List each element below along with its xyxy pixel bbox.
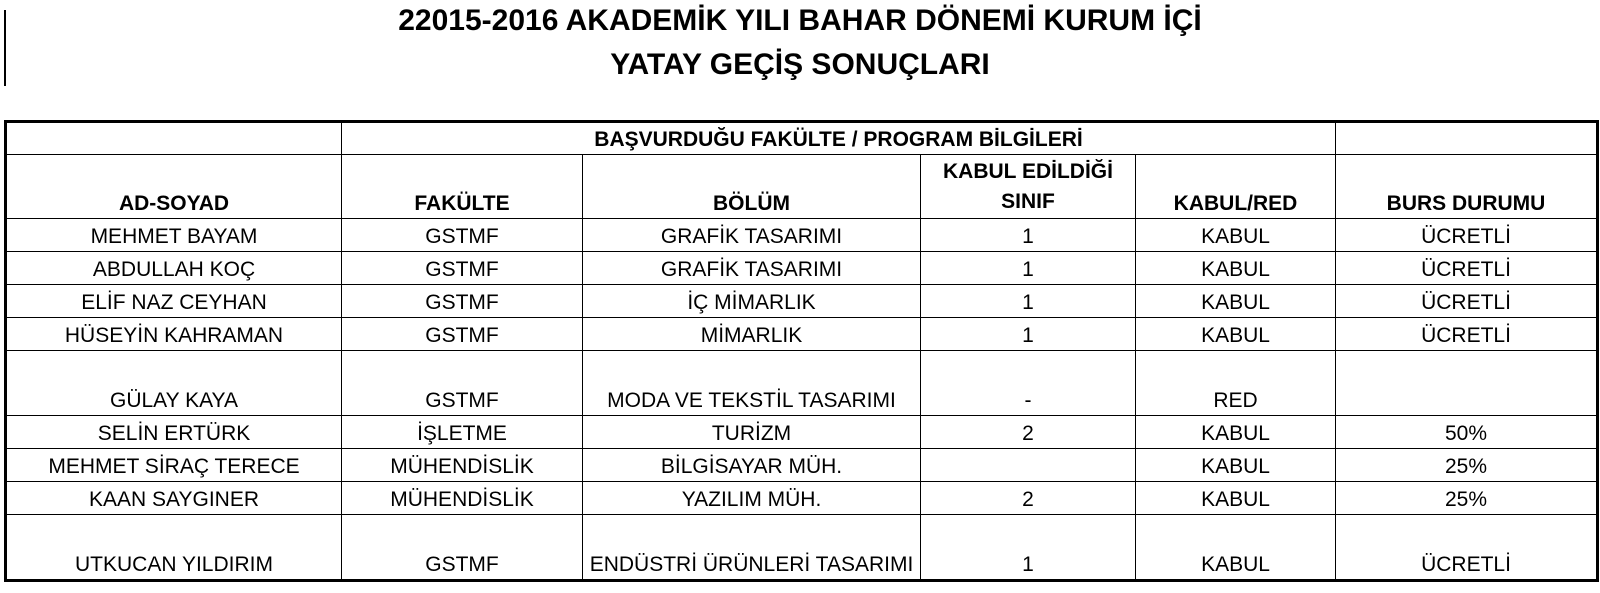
table-row (6, 252, 1598, 285)
cell-scholarship: ÜCRETLİ (1336, 285, 1598, 318)
cell-scholarship (1336, 351, 1598, 416)
cell-name: SELİN ERTÜRK (6, 416, 342, 449)
group-header-empty-cell (6, 122, 342, 155)
cell-scholarship: ÜCRETLİ (1336, 252, 1598, 285)
document-title: 22015-2016 AKADEMİK YILI BAHAR DÖNEMİ KURUM İÇİ (398, 4, 1202, 37)
cell-scholarship: ÜCRETLİ (1336, 515, 1598, 581)
cell-department: MODA VE TEKSTİL TASARIMI (583, 351, 921, 416)
cell-faculty: GSTMF (342, 318, 583, 351)
cell-class: 2 (921, 482, 1136, 515)
column-header-faculty: FAKÜLTE (342, 155, 583, 219)
cell-department: GRAFİK TASARIMI (583, 219, 921, 252)
cell-scholarship: 25% (1336, 449, 1598, 482)
cell-class: 1 (921, 252, 1136, 285)
results-table (4, 120, 1599, 582)
cell-decision: RED (1136, 351, 1336, 416)
cell-department: GRAFİK TASARIMI (583, 252, 921, 285)
cell-faculty: GSTMF (342, 351, 583, 416)
table-row (6, 482, 1598, 515)
cell-name: ABDULLAH KOÇ (6, 252, 342, 285)
cell-name: MEHMET SİRAÇ TERECE (6, 449, 342, 482)
cell-name: HÜSEYİN KAHRAMAN (6, 318, 342, 351)
group-header-row (6, 122, 1598, 155)
cell-class: 2 (921, 416, 1136, 449)
cell-decision: KABUL (1136, 449, 1336, 482)
cell-scholarship: ÜCRETLİ (1336, 318, 1598, 351)
cell-department: ENDÜSTRİ ÜRÜNLERİ TASARIMI (583, 515, 921, 581)
column-header-department: BÖLÜM (583, 155, 921, 219)
cell-faculty: GSTMF (342, 252, 583, 285)
cell-decision: KABUL (1136, 285, 1336, 318)
table-row (6, 449, 1598, 482)
cell-name: GÜLAY KAYA (6, 351, 342, 416)
column-header-name: AD-SOYAD (6, 155, 342, 219)
column-header-row (6, 155, 1598, 219)
cell-name: MEHMET BAYAM (6, 219, 342, 252)
table-row (6, 351, 1598, 416)
table-row (6, 318, 1598, 351)
cell-decision: KABUL (1136, 482, 1336, 515)
table-row (6, 515, 1598, 581)
cell-decision: KABUL (1136, 219, 1336, 252)
document-subtitle: YATAY GEÇİŞ SONUÇLARI (610, 48, 990, 81)
cell-class: 1 (921, 515, 1136, 581)
cell-faculty: GSTMF (342, 285, 583, 318)
cell-class (921, 449, 1136, 482)
cell-department: TURİZM (583, 416, 921, 449)
table-row (6, 285, 1598, 318)
cell-class: 1 (921, 318, 1136, 351)
column-header-class-line2: SINIF (1001, 190, 1055, 213)
column-header-class-line1: KABUL EDİLDİĞİ (943, 160, 1113, 183)
cell-faculty: MÜHENDİSLİK (342, 449, 583, 482)
cell-decision: KABUL (1136, 252, 1336, 285)
cell-scholarship: 25% (1336, 482, 1598, 515)
cell-department: BİLGİSAYAR MÜH. (583, 449, 921, 482)
cell-faculty: İŞLETME (342, 416, 583, 449)
cell-faculty: GSTMF (342, 515, 583, 581)
cell-name: ELİF NAZ CEYHAN (6, 285, 342, 318)
group-header-empty-cell-right (1336, 122, 1598, 155)
cell-name: KAAN SAYGINER (6, 482, 342, 515)
cell-scholarship: 50% (1336, 416, 1598, 449)
cell-faculty: MÜHENDİSLİK (342, 482, 583, 515)
cell-name: UTKUCAN YILDIRIM (6, 515, 342, 581)
column-header-class (921, 155, 1136, 219)
cell-class: 1 (921, 219, 1136, 252)
cell-decision: KABUL (1136, 515, 1336, 581)
cell-department: YAZILIM MÜH. (583, 482, 921, 515)
cell-faculty: GSTMF (342, 219, 583, 252)
cell-decision: KABUL (1136, 416, 1336, 449)
cell-department: İÇ MİMARLIK (583, 285, 921, 318)
column-header-decision: KABUL/RED (1136, 155, 1336, 219)
cell-class: 1 (921, 285, 1136, 318)
cell-scholarship: ÜCRETLİ (1336, 219, 1598, 252)
table-row (6, 416, 1598, 449)
cell-decision: KABUL (1136, 318, 1336, 351)
cell-department: MİMARLIK (583, 318, 921, 351)
cell-class: - (921, 351, 1136, 416)
table-row (6, 219, 1598, 252)
group-header-cell: BAŞVURDUĞU FAKÜLTE / PROGRAM BİLGİLERİ (342, 122, 1336, 155)
column-header-scholarship: BURS DURUMU (1336, 155, 1598, 219)
